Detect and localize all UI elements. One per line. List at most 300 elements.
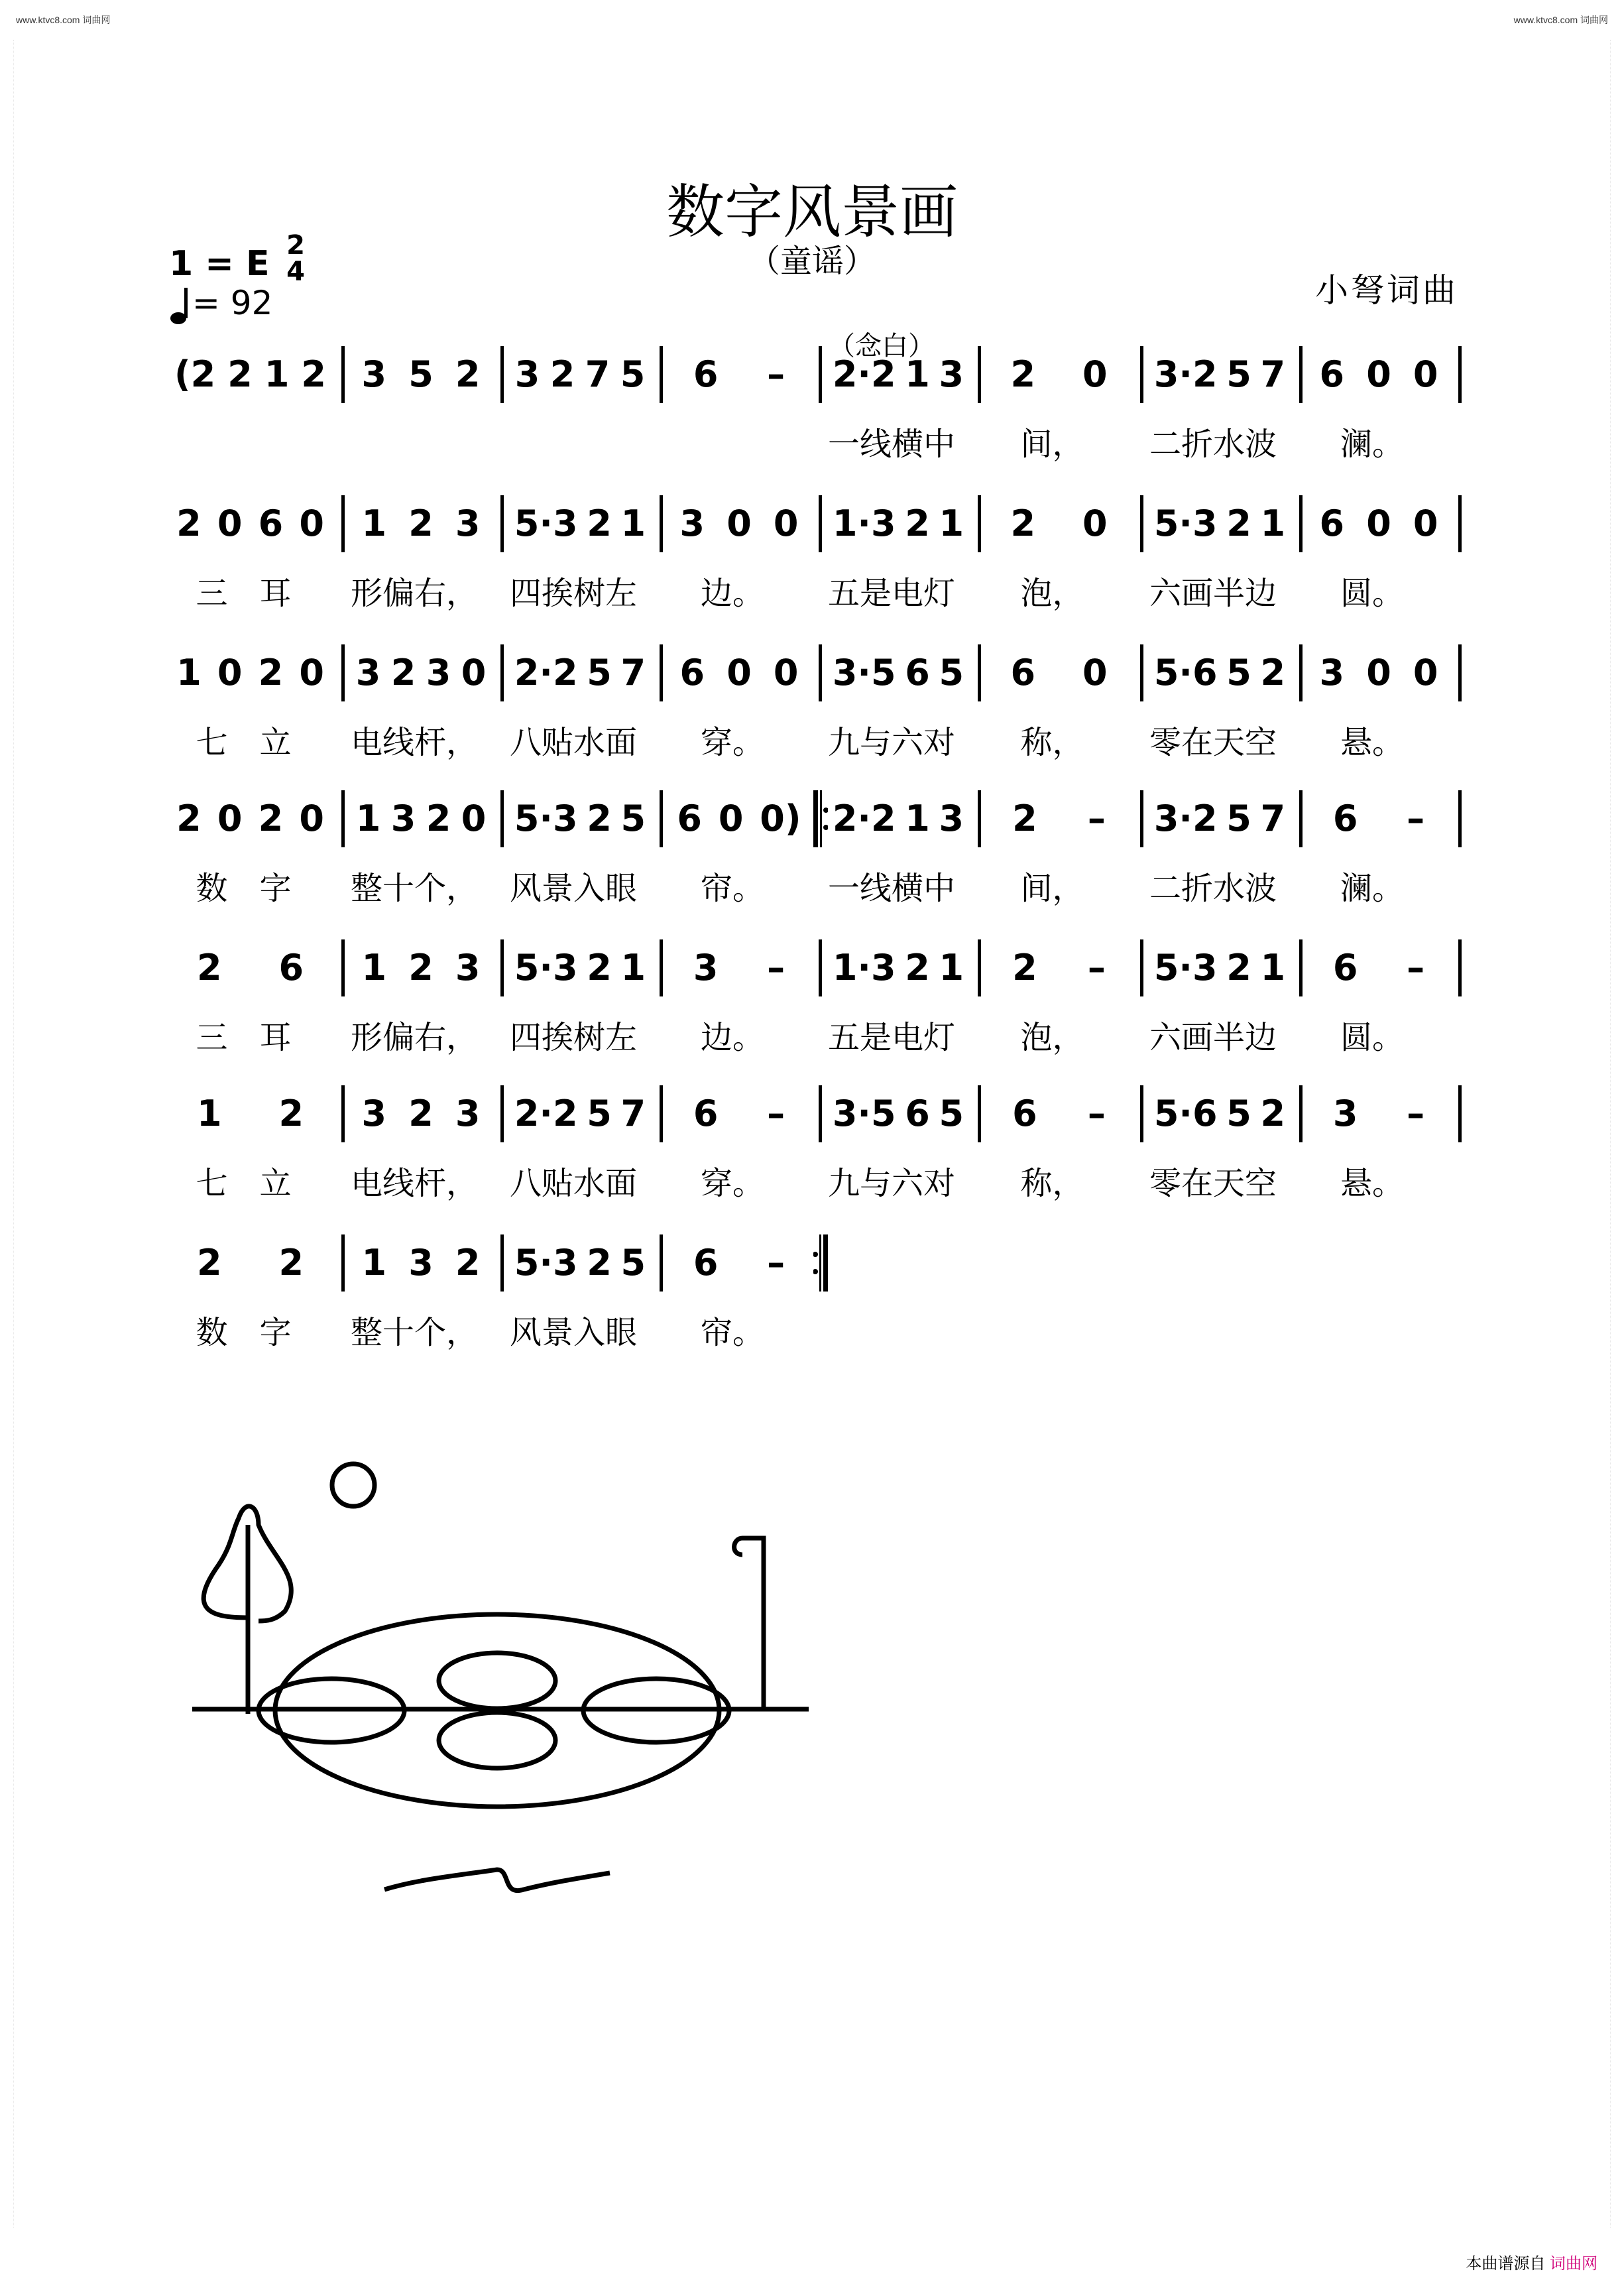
measure [510, 351, 650, 418]
jianpu-note: 5 [939, 1093, 964, 1134]
jianpu-note: 2 [176, 503, 202, 544]
jianpu-note: 2 [550, 353, 575, 395]
barline [1299, 644, 1303, 701]
measure [168, 1240, 332, 1306]
lyric-segment: 悬。 [1340, 1165, 1404, 1202]
lyric-segment: 一线横中 [827, 426, 955, 463]
jianpu-note: 6 [1012, 1093, 1037, 1134]
note-row [0, 1091, 1624, 1157]
jianpu-note: 2·2 [832, 798, 896, 839]
barline [1299, 346, 1303, 403]
jianpu-note: 2 [1226, 947, 1251, 989]
lyric-row [0, 716, 1624, 769]
jianpu-note: 0 [1366, 652, 1391, 693]
barline [978, 939, 981, 996]
measure [669, 501, 809, 567]
barline [660, 495, 663, 552]
jianpu-note: 2 [455, 353, 481, 395]
key-signature: 1 = E [169, 244, 270, 284]
measure [987, 1091, 1131, 1157]
lyric-segment: 称， [1020, 724, 1084, 761]
lyric-row [0, 1011, 1624, 1064]
barline [341, 1234, 345, 1292]
barline [341, 495, 345, 552]
lyric-segment: 穿。 [700, 1165, 764, 1202]
measure [828, 796, 968, 862]
note-row [0, 650, 1624, 716]
jianpu-note: 3 [355, 652, 381, 693]
eight-top-loop [439, 1653, 555, 1709]
jianpu-note: 1 [361, 503, 387, 544]
jianpu-note: 0 [217, 798, 243, 839]
jianpu-note: 5·3 [514, 1242, 578, 1284]
barline [500, 939, 504, 996]
measure [510, 501, 650, 567]
lyric-segment [494, 418, 653, 471]
lyric-segment: 八贴水面 [509, 724, 637, 761]
jianpu-note: – [767, 1093, 785, 1134]
barline [1458, 939, 1462, 996]
jianpu-note: 0 [1413, 353, 1438, 395]
barline [341, 790, 345, 847]
jianpu-note: 0 [773, 652, 799, 693]
barline [1140, 939, 1143, 996]
jianpu-note: 6 [677, 798, 702, 839]
score-system [0, 945, 1624, 1091]
barline [978, 495, 981, 552]
jianpu-note: 0 [461, 798, 487, 839]
lyric-row [0, 418, 1624, 471]
lyric-segment: 电线杆， [350, 724, 478, 761]
measure [351, 1240, 491, 1306]
jianpu-note: 3 [939, 798, 964, 839]
jianpu-note: 1 [361, 1242, 387, 1284]
jianpu-note: 2 [455, 1242, 481, 1284]
barline [660, 790, 663, 847]
lyric-segment: 圆。 [1340, 1019, 1404, 1056]
song-subtitle: （童谣） [748, 243, 876, 280]
lyric-segment: 一线横中 [827, 870, 955, 907]
measure [168, 1091, 332, 1157]
lyric-segment: 间， [1020, 870, 1084, 907]
measure [1149, 650, 1290, 716]
jianpu-note: 2 [1010, 353, 1036, 395]
barline [341, 346, 345, 403]
lyric-segment: 泡， [1020, 1019, 1084, 1056]
lyric-segment: 九与六对 [827, 1165, 955, 1202]
barline [500, 495, 504, 552]
jianpu-note: 3 [408, 1242, 434, 1284]
jianpu-note: 1·3 [832, 503, 896, 544]
jianpu-note: 2 [227, 353, 253, 395]
jianpu-note: 0 [1366, 503, 1391, 544]
jianpu-note: 2 [196, 947, 222, 989]
barline [1140, 644, 1143, 701]
measure [168, 945, 332, 1011]
jianpu-note: – [1087, 947, 1106, 989]
barline [660, 644, 663, 701]
song-author: 小弩词曲 [1315, 271, 1458, 310]
song-title: 数字风景画 [666, 178, 958, 246]
jianpu-note: 1 [939, 503, 964, 544]
lyric-segment: 风景入眼 [509, 1314, 637, 1351]
jianpu-note: 1 [905, 353, 930, 395]
measure [168, 501, 332, 567]
jianpu-note: 0 [1082, 503, 1108, 544]
barline [660, 1234, 663, 1292]
barline [978, 644, 981, 701]
tempo-marking: = 92 [192, 284, 273, 322]
barline [1140, 1085, 1143, 1142]
jianpu-note: 2 [1260, 1093, 1286, 1134]
jianpu-note: 0 [461, 652, 487, 693]
barline [819, 1085, 822, 1142]
jianpu-note: 0 [1413, 652, 1438, 693]
lyric-row [0, 567, 1624, 620]
lyric-segment [152, 418, 335, 471]
lyric-segment [335, 418, 494, 471]
footer-source [1466, 2250, 1597, 2273]
jianpu-note: 2 [301, 353, 326, 395]
measure [1149, 1091, 1290, 1157]
barline [1458, 1085, 1462, 1142]
jianpu-note: 2 [408, 1093, 434, 1134]
lyric-segment: 圆。 [1340, 575, 1404, 612]
jianpu-note: 2·2 [832, 353, 896, 395]
jianpu-note: 3 [361, 353, 387, 395]
time-signature-bottom: 4 [286, 257, 305, 287]
jianpu-note: 3 [390, 798, 416, 839]
jianpu-note: 3·2 [1153, 798, 1218, 839]
jianpu-note: 5 [620, 798, 646, 839]
jianpu-note: 6 [905, 1093, 930, 1134]
jianpu-note: 3 [939, 353, 964, 395]
jianpu-note: – [767, 353, 785, 395]
jianpu-note: 1 [620, 947, 646, 989]
jianpu-note: – [1407, 947, 1425, 989]
measure [987, 796, 1131, 862]
jianpu-note: 2 [426, 798, 451, 839]
jianpu-note: 2 [1012, 947, 1037, 989]
measure [351, 945, 491, 1011]
barline [1458, 790, 1462, 847]
jianpu-note: 0 [299, 652, 324, 693]
jianpu-note: 5·3 [514, 503, 578, 544]
quarter-note-icon [169, 286, 193, 326]
barline [1299, 790, 1303, 847]
lyric-segment: 整十个， [350, 870, 478, 907]
barline [819, 939, 822, 996]
score-system [0, 650, 1624, 796]
barline [341, 644, 345, 701]
barline [1458, 495, 1462, 552]
lyric-segment: 边。 [700, 1019, 764, 1056]
jianpu-note: 1 [1260, 947, 1286, 989]
jianpu-note: 1 [361, 947, 387, 989]
lyric-segment: 二折水波 [1149, 870, 1277, 907]
measure [828, 501, 968, 567]
jianpu-note: 2·2 [514, 1093, 578, 1134]
jianpu-note: 1 [196, 1093, 222, 1134]
jianpu-note: 0 [217, 503, 243, 544]
lyric-segment: 泡， [1020, 575, 1084, 612]
barline [819, 346, 822, 403]
jianpu-note: 5 [587, 652, 612, 693]
measure [1308, 1091, 1449, 1157]
measure [351, 351, 491, 418]
lyric-segment: 形偏右， [350, 575, 478, 612]
lyric-segment: 四挨树左 [509, 1019, 637, 1056]
measure [510, 945, 650, 1011]
lyric-segment: 七 立 [196, 724, 292, 761]
lyric-segment: 五是电灯 [827, 575, 955, 612]
measure [1308, 650, 1449, 716]
measure [1149, 945, 1290, 1011]
lyric-row [0, 1157, 1624, 1210]
jianpu-note: 0) [760, 798, 801, 839]
jianpu-note: 0 [726, 652, 752, 693]
jianpu-note: 7 [1260, 353, 1286, 395]
score-system [0, 501, 1624, 646]
jianpu-note: 5 [939, 652, 964, 693]
jianpu-note: (2 [174, 353, 216, 395]
barline [1140, 346, 1143, 403]
measure [669, 1091, 809, 1157]
barline [1140, 790, 1143, 847]
measure [351, 1091, 491, 1157]
jianpu-note: 0 [1082, 353, 1108, 395]
lyric-segment: 五是电灯 [827, 1019, 955, 1056]
site-label-right[interactable]: www.ktvc8.com 词曲网 [1513, 15, 1608, 25]
jianpu-note: – [767, 947, 785, 989]
spoken-note: （念白） [829, 331, 935, 361]
measure [987, 501, 1131, 567]
jianpu-note: 3 [1319, 652, 1345, 693]
lamp-post-icon [734, 1538, 764, 1709]
measure [168, 351, 332, 418]
jianpu-note: – [1087, 798, 1106, 839]
jianpu-note: 2 [1012, 798, 1037, 839]
measure [987, 945, 1131, 1011]
jianpu-note: 2 [587, 947, 612, 989]
barline [341, 939, 345, 996]
jianpu-note: 6 [679, 652, 705, 693]
lyric-segment: 六画半边 [1149, 575, 1277, 612]
measure [1308, 796, 1449, 862]
lyric-segment: 穿。 [700, 724, 764, 761]
jianpu-note: 0 [718, 798, 744, 839]
jianpu-note: 5 [587, 1093, 612, 1134]
measure [168, 650, 332, 716]
jianpu-note: 6 [905, 652, 930, 693]
barline [341, 1085, 345, 1142]
jianpu-note: 1 [620, 503, 646, 544]
measure [1308, 945, 1449, 1011]
jianpu-note: 2 [258, 652, 284, 693]
barline [500, 790, 504, 847]
number-landscape-illustration [192, 1445, 829, 1909]
lyric-segment: 数 字 [196, 870, 292, 907]
jianpu-note: – [1407, 798, 1425, 839]
measure [669, 796, 809, 862]
jianpu-note: 6 [1010, 652, 1036, 693]
jianpu-note: 0 [726, 503, 752, 544]
lyric-segment: 悬。 [1340, 724, 1404, 761]
jianpu-note: 5·3 [1153, 503, 1218, 544]
start-repeat-barline [813, 790, 828, 847]
jianpu-note: 5 [408, 353, 434, 395]
jianpu-note: 5·3 [1153, 947, 1218, 989]
jianpu-note: 5 [1226, 353, 1251, 395]
lyric-segment: 七 立 [196, 1165, 292, 1202]
lyric-segment: 边。 [700, 575, 764, 612]
end-repeat-barline [813, 1234, 828, 1292]
water-wave-icon [384, 1870, 610, 1891]
lyric-segment: 帘。 [700, 1314, 764, 1351]
lyric-segment: 零在天空 [1149, 1165, 1277, 1202]
jianpu-note: 6 [1332, 798, 1358, 839]
jianpu-note: 5·6 [1153, 1093, 1218, 1134]
score-system [0, 351, 1624, 497]
lyric-segment [653, 418, 812, 471]
jianpu-note: 2 [1226, 503, 1251, 544]
jianpu-note: 1·3 [832, 947, 896, 989]
jianpu-note: 5 [1226, 1093, 1251, 1134]
jianpu-note: 6 [258, 503, 284, 544]
time-signature [282, 232, 309, 285]
lyric-segment: 电线杆， [350, 1165, 478, 1202]
barline [1458, 346, 1462, 403]
jianpu-note: 0 [299, 503, 324, 544]
score-system [0, 1240, 1624, 1386]
jianpu-note: 5 [620, 1242, 646, 1284]
lyric-segment: 四挨树左 [509, 575, 637, 612]
measure [987, 650, 1131, 716]
lyric-segment: 间， [1020, 426, 1084, 463]
note-row [0, 351, 1624, 418]
measure [987, 351, 1131, 418]
barline [500, 346, 504, 403]
time-signature-top: 2 [286, 230, 305, 261]
measure [351, 796, 491, 862]
jianpu-note: 2 [196, 1242, 222, 1284]
lyric-segment: 二折水波 [1149, 426, 1277, 463]
lyric-segment: 称， [1020, 1165, 1084, 1202]
jianpu-note: 5 [620, 353, 646, 395]
jianpu-note: 5·3 [514, 947, 578, 989]
jianpu-note: 2 [408, 503, 434, 544]
jianpu-note: 3·2 [1153, 353, 1218, 395]
jianpu-note: 3·5 [832, 1093, 896, 1134]
barline [1299, 1085, 1303, 1142]
jianpu-note: 6 [1319, 353, 1345, 395]
footer-brand-link[interactable]: 词曲网 [1550, 2255, 1597, 2273]
note-row [0, 1240, 1624, 1306]
jianpu-note: 0 [1413, 503, 1438, 544]
barline [1299, 939, 1303, 996]
jianpu-note: 2 [1010, 503, 1036, 544]
jianpu-note: 3 [455, 1093, 481, 1134]
jianpu-note: 7 [585, 353, 610, 395]
score-system [0, 1091, 1624, 1236]
jianpu-note: 1 [905, 798, 930, 839]
barline [1140, 495, 1143, 552]
footer-source-text: 本曲谱源自 [1466, 2255, 1546, 2273]
jianpu-note: 2 [587, 503, 612, 544]
lyric-segment: 帘。 [700, 870, 764, 907]
jianpu-note: – [1407, 1093, 1425, 1134]
barline [660, 346, 663, 403]
lyric-segment: 九与六对 [827, 724, 955, 761]
jianpu-note: 2 [1260, 652, 1286, 693]
jianpu-note: 3 [361, 1093, 387, 1134]
jianpu-note: 6 [1332, 947, 1358, 989]
jianpu-note: 0 [1366, 353, 1391, 395]
measure [669, 650, 809, 716]
barline [978, 346, 981, 403]
jianpu-note: 7 [620, 652, 646, 693]
jianpu-note: 5·3 [514, 798, 578, 839]
jianpu-note: 3 [1332, 1093, 1358, 1134]
jianpu-note: 5 [1226, 652, 1251, 693]
jianpu-note: 2 [390, 652, 416, 693]
lyric-row [0, 862, 1624, 915]
jianpu-note: – [767, 1242, 785, 1284]
jianpu-note: 2·2 [514, 652, 578, 693]
jianpu-note: 1 [176, 652, 202, 693]
jianpu-note: 2 [905, 503, 930, 544]
jianpu-note: 2 [176, 798, 202, 839]
measure [828, 650, 968, 716]
lyric-segment: 八贴水面 [509, 1165, 637, 1202]
note-row [0, 796, 1624, 862]
lyric-segment: 数 字 [196, 1314, 292, 1351]
lyric-segment: 三 耳 [196, 575, 292, 612]
jianpu-note: – [1087, 1093, 1106, 1134]
measure [669, 945, 809, 1011]
jianpu-note: 5·6 [1153, 652, 1218, 693]
jianpu-note: 2 [408, 947, 434, 989]
jianpu-note: 2 [587, 798, 612, 839]
note-row [0, 501, 1624, 567]
measure [1149, 501, 1290, 567]
lyric-segment: 整十个， [350, 1314, 478, 1351]
jianpu-note: 0 [773, 503, 799, 544]
jianpu-note: 1 [264, 353, 290, 395]
measure [510, 1240, 650, 1306]
lyric-segment: 零在天空 [1149, 724, 1277, 761]
jianpu-note: 2 [278, 1093, 304, 1134]
jianpu-note: 1 [939, 947, 964, 989]
barline [819, 495, 822, 552]
barline [978, 1085, 981, 1142]
jianpu-note: 2 [258, 798, 284, 839]
score-system [0, 796, 1624, 941]
measure [1149, 351, 1290, 418]
lyric-segment: 形偏右， [350, 1019, 478, 1056]
measure [828, 945, 968, 1011]
barline [819, 644, 822, 701]
barline [500, 1085, 504, 1142]
jianpu-note: 0 [217, 652, 243, 693]
measure [510, 650, 650, 716]
measure [669, 1240, 809, 1306]
lyric-segment: 风景入眼 [509, 870, 637, 907]
site-label-left[interactable]: www.ktvc8.com 词曲网 [16, 15, 111, 25]
measure [351, 650, 491, 716]
barline [500, 1234, 504, 1292]
jianpu-note: 0 [1082, 652, 1108, 693]
